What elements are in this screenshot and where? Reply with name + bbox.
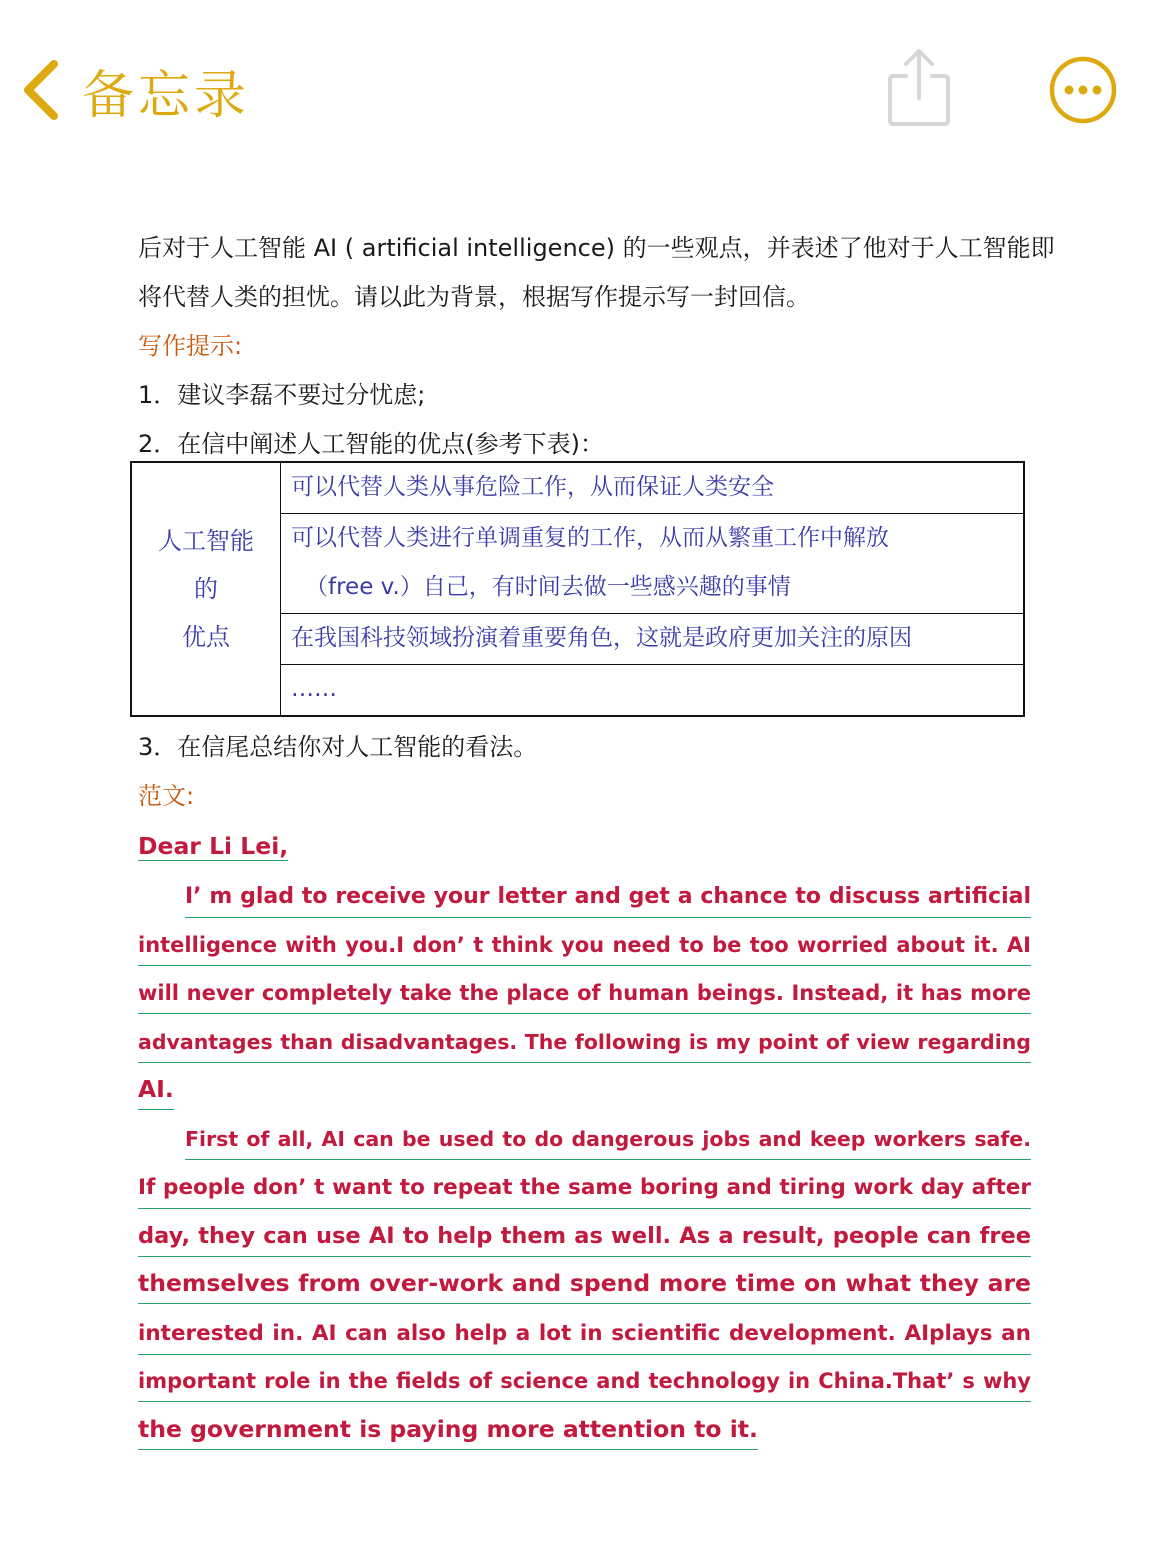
letter-line-text: I’ m glad to receive your letter and get a chance to discuss artificial — [185, 877, 1031, 918]
letter-line — [138, 922, 1031, 971]
table-cell-text: 可以代替人类从事危险工作，从而保证人类安全 — [291, 474, 774, 501]
letter-line — [138, 1407, 1031, 1456]
sample-heading: 范文: — [138, 782, 195, 810]
table-header-line: 优点 — [182, 623, 230, 651]
back-label: 备忘录 — [82, 65, 251, 126]
table-cell-text: （free v.）自己，有时间去做一些感兴趣的事情 — [305, 574, 791, 600]
letter-line — [138, 1310, 1031, 1359]
back-button[interactable] — [20, 52, 250, 128]
letter-line — [138, 1261, 1031, 1310]
prompt-item-3: 3．在信尾总结你对人工智能的看法。 — [138, 733, 538, 761]
prompt-item-2: 2．在信中阐述人工智能的优点(参考下表)： — [138, 430, 604, 458]
more-button[interactable] — [1048, 55, 1118, 125]
navigation-bar — [0, 0, 1170, 180]
letter-line — [138, 1164, 1031, 1213]
prompt-continued — [138, 723, 1033, 821]
letter-line-text: AI. — [138, 1069, 174, 1110]
salutation-text: Dear Li Lei, — [138, 832, 289, 860]
letter-line-text: First of all, AI can be used to do dangerous jobs and keep workers safe. — [185, 1119, 1031, 1160]
letter-line-text: important role in the fields of science and technology in China.That’ s why — [138, 1361, 1031, 1402]
letter-line — [138, 1358, 1031, 1407]
table-row — [281, 462, 1025, 513]
letter-line-text: advantages than disadvantages. The following is my point of view regarding — [138, 1022, 1031, 1063]
table-header-line: 的 — [194, 575, 218, 603]
table-row — [281, 613, 1025, 664]
letter-line-text: the government is paying more attention to it. — [138, 1409, 758, 1450]
table-cell-text: 可以代替人类进行单调重复的工作，从而从繁重工作中解放 — [291, 525, 889, 551]
prompt-heading: 写作提示: — [138, 332, 243, 360]
letter-line — [138, 873, 1031, 922]
table-header-cell — [131, 462, 281, 716]
sample-letter — [138, 825, 1031, 1455]
table-cell-text: 在我国科技领域扮演着重要角色，这就是政府更加关注的原因 — [291, 625, 912, 651]
more-icon — [1048, 55, 1118, 125]
letter-salutation — [138, 825, 1031, 873]
table-header-line: 人工智能 — [158, 527, 254, 555]
chevron-left-icon — [20, 60, 60, 120]
share-icon — [884, 44, 954, 130]
table-row — [281, 664, 1025, 716]
letter-line-text: day, they can use AI to help them as well. As a result, people can free — [138, 1216, 1031, 1257]
letter-line-text: interested in. AI can also help a lot in scientific development. AIplays an — [138, 1314, 1031, 1355]
letter-line — [138, 1067, 1031, 1116]
letter-line-text: intelligence with you.I don’ t think you need to be too worried about it. AI — [138, 925, 1031, 966]
intro-line-2: 将代替人类的担忧。请以此为背景，根据写作提示写一封回信。 — [138, 283, 810, 311]
ai-advantages-table — [130, 461, 1025, 717]
letter-line — [138, 970, 1031, 1019]
letter-line — [138, 1019, 1031, 1068]
table-row — [281, 513, 1025, 613]
table-cell-text: …… — [291, 676, 337, 703]
letter-line — [138, 1213, 1031, 1262]
prompt-item-1: 1．建议李磊不要过分忧虑; — [138, 381, 426, 409]
letter-line — [138, 1116, 1031, 1165]
intro-line-1: 后对于人工智能 AI ( artificial intelligence) 的一些观点，并表述了他对于人工智能即 — [138, 234, 1055, 262]
letter-line-text: themselves from over-work and spend more time on what they are — [138, 1263, 1031, 1304]
letter-line-text: will never completely take the place of human beings. Instead, it has more — [138, 973, 1031, 1014]
letter-line-text: If people don’ t want to repeat the same boring and tiring work day after — [138, 1168, 1031, 1209]
note-content — [138, 224, 1055, 469]
share-button[interactable] — [884, 44, 954, 130]
